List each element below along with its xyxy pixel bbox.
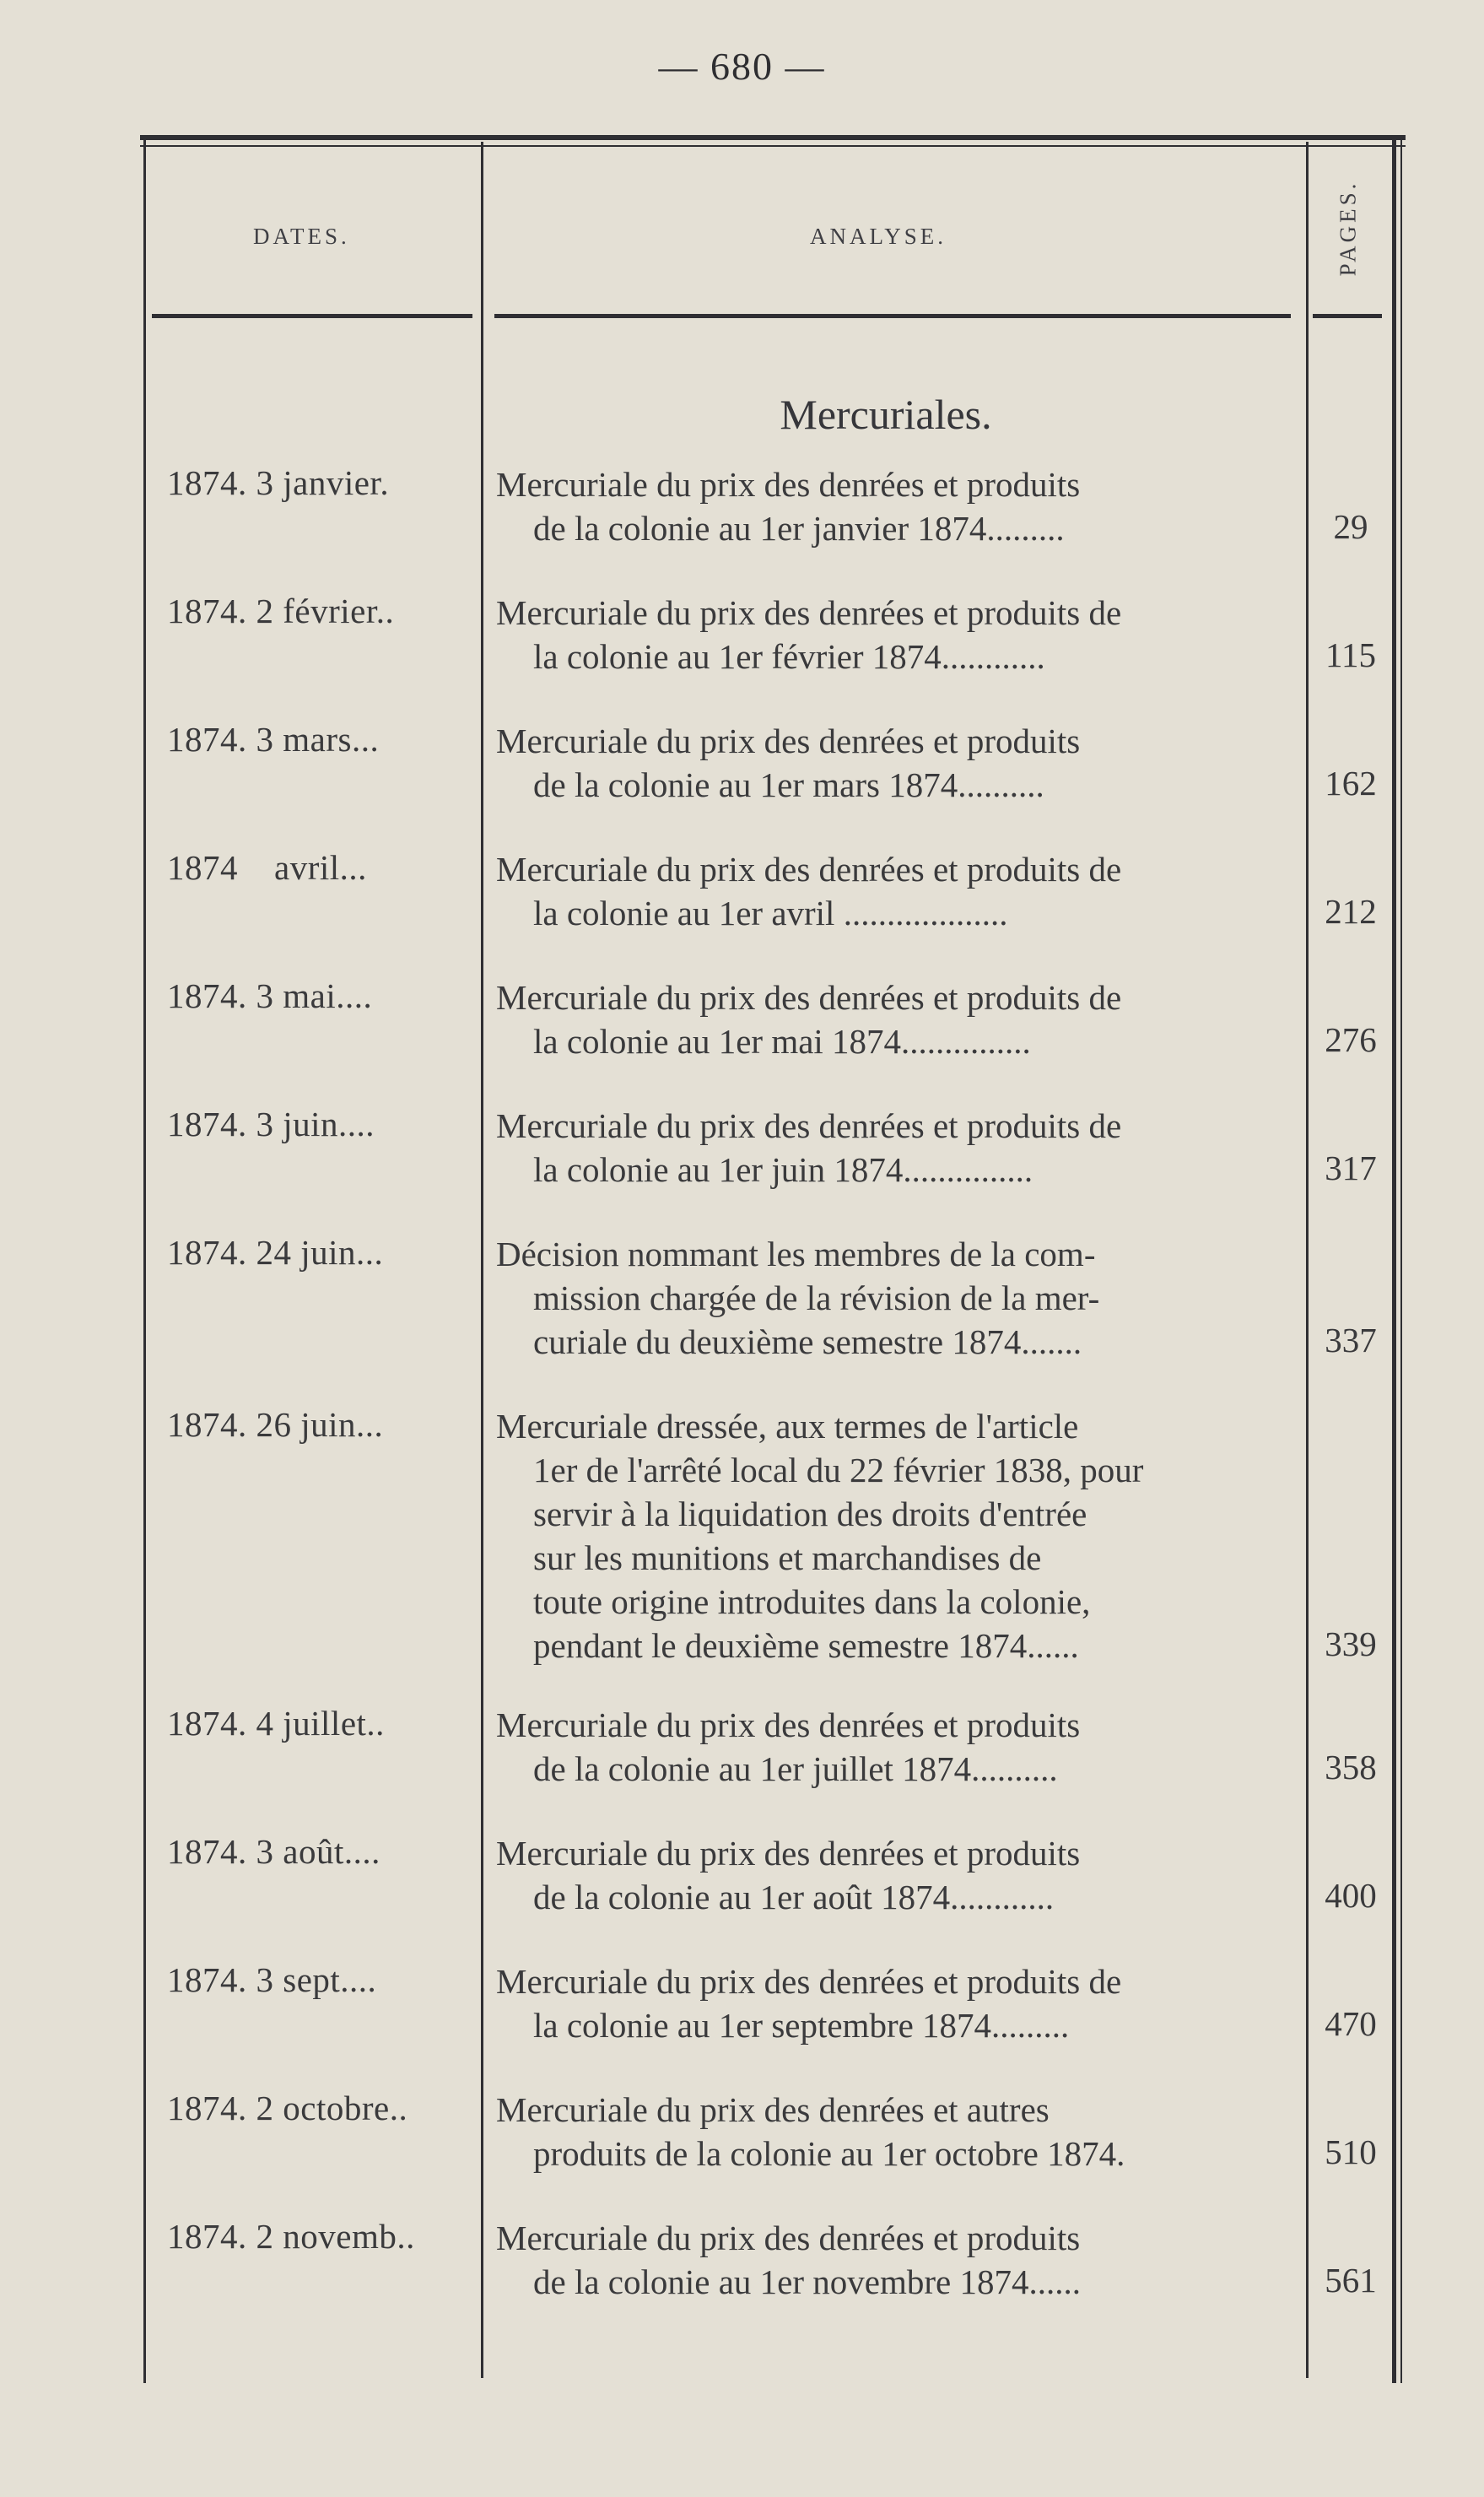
entry-page: 162 — [1325, 764, 1377, 803]
analysis-line: la colonie au 1er avril ................... — [533, 894, 1008, 932]
entry-page: 400 — [1325, 1876, 1377, 1915]
analysis-line: Mercuriale du prix des denrées et produits — [496, 1834, 1081, 1873]
top-rule-thin — [140, 145, 1406, 147]
entry-analysis — [496, 1104, 1289, 1192]
entry-analysis — [496, 976, 1289, 1063]
analysis-line: Mercuriale du prix des denrées et produits — [496, 1705, 1081, 1744]
analysis-line: Mercuriale du prix des denrées et produits — [496, 722, 1081, 760]
entry-date: 1874. 2 octobre.. — [167, 2089, 408, 2127]
header-pages: PAGES. — [1335, 180, 1361, 276]
entry-page: 29 — [1333, 507, 1368, 546]
entry-page: 561 — [1325, 2261, 1377, 2300]
entry-date: 1874. 2 février.. — [167, 592, 395, 630]
analysis-line: Mercuriale du prix des denrées et produits de — [496, 978, 1122, 1017]
analysis-line: Mercuriale du prix des denrées et produits de — [496, 593, 1122, 632]
left-border — [143, 138, 146, 2383]
entry-page: 212 — [1325, 892, 1377, 931]
entry-analysis — [496, 719, 1289, 807]
entry-page: 337 — [1325, 1321, 1377, 1359]
entry-analysis — [496, 847, 1289, 935]
entry-page: 510 — [1325, 2132, 1377, 2171]
analysis-line: de la colonie au 1er août 1874............ — [533, 1878, 1055, 1916]
analysis-line: de la colonie au 1er novembre 1874...... — [533, 2262, 1081, 2301]
header-dates: DATES. — [253, 224, 350, 249]
entry-page: 470 — [1325, 2004, 1377, 2043]
analysis-line: Mercuriale du prix des denrées et produits — [496, 465, 1081, 504]
analysis-line: sur les munitions et marchandises de — [533, 1538, 1042, 1577]
entry-analysis — [496, 1404, 1289, 1667]
header-rule-pages — [1313, 314, 1382, 318]
analysis-line: de la colonie au 1er mars 1874.......... — [533, 765, 1044, 804]
analysis-line: curiale du deuxième semestre 1874....... — [533, 1322, 1082, 1361]
analysis-line: Mercuriale du prix des denrées et produits — [496, 2219, 1081, 2257]
entry-date: 1874. 3 août.... — [167, 1832, 380, 1871]
entry-page: 317 — [1325, 1149, 1377, 1187]
entry-analysis — [496, 2088, 1289, 2175]
header-rule-dates — [152, 314, 472, 318]
analysis-line: la colonie au 1er février 1874............ — [533, 637, 1045, 676]
analysis-line: Décision nommant les membres de la com- — [496, 1235, 1096, 1273]
analysis-line: Mercuriale du prix des denrées et produits de — [496, 850, 1122, 889]
entry-date: 1874. 24 juin... — [167, 1233, 384, 1272]
entry-date: 1874. 3 mars... — [167, 720, 380, 759]
entry-date: 1874. 3 sept.... — [167, 1960, 377, 1999]
analysis-line: de la colonie au 1er juillet 1874.......... — [533, 1749, 1058, 1788]
entry-analysis — [496, 1831, 1289, 1919]
analysis-line: toute origine introduites dans la colonie, — [533, 1582, 1091, 1621]
entry-page: 358 — [1325, 1748, 1377, 1786]
dates-column-divider — [481, 142, 483, 2378]
entry-analysis — [496, 462, 1289, 550]
entry-analysis — [496, 1703, 1289, 1791]
entry-date: 1874. 3 juin.... — [167, 1105, 375, 1143]
page-number: — 680 — — [658, 45, 826, 88]
entry-date: 1874. 4 juillet.. — [167, 1704, 385, 1743]
entry-analysis — [496, 591, 1289, 678]
section-title: Mercuriales. — [780, 391, 992, 438]
analysis-line: 1er de l'arrêté local du 22 février 1838, pour — [533, 1451, 1144, 1489]
entry-analysis — [496, 1959, 1289, 2047]
analysis-line: la colonie au 1er mai 1874............... — [533, 1022, 1031, 1061]
analysis-line: pendant le deuxième semestre 1874...... — [533, 1626, 1079, 1665]
pages-column-divider — [1306, 142, 1309, 2378]
analysis-line: Mercuriale du prix des denrées et produits de — [496, 1962, 1122, 2001]
analysis-line: Mercuriale du prix des denrées et produits de — [496, 1106, 1122, 1145]
entry-date: 1874. 26 juin... — [167, 1405, 384, 1444]
analysis-line: produits de la colonie au 1er octobre 1874. — [533, 2134, 1125, 2173]
top-rule — [140, 135, 1406, 140]
entry-date: 1874. 2 novemb.. — [167, 2217, 415, 2256]
right-border — [1392, 138, 1396, 2383]
analysis-line: servir à la liquidation des droits d'entrée — [533, 1494, 1087, 1533]
entry-page: 276 — [1325, 1020, 1377, 1059]
entry-date: 1874. 3 mai.... — [167, 976, 373, 1015]
analysis-line: Mercuriale du prix des denrées et autres — [496, 2090, 1050, 2129]
right-border-outer — [1400, 138, 1402, 2383]
entry-date: 1874. 3 janvier. — [167, 463, 390, 502]
header-analysis: ANALYSE. — [810, 224, 947, 249]
entry-analysis — [496, 1232, 1289, 1364]
entry-date: 1874 avril... — [167, 848, 367, 887]
analysis-line: de la colonie au 1er janvier 1874......... — [533, 509, 1065, 548]
analysis-line: Mercuriale dressée, aux termes de l'article — [496, 1407, 1079, 1446]
entry-analysis — [496, 2216, 1289, 2304]
analysis-line: la colonie au 1er septembre 1874......... — [533, 2006, 1070, 2045]
entry-page: 339 — [1325, 1624, 1377, 1663]
analysis-line: mission chargée de la révision de la mer- — [533, 1278, 1100, 1317]
entry-page: 115 — [1325, 635, 1376, 674]
header-rule-analysis — [494, 314, 1291, 318]
analysis-line: la colonie au 1er juin 1874............... — [533, 1150, 1033, 1189]
